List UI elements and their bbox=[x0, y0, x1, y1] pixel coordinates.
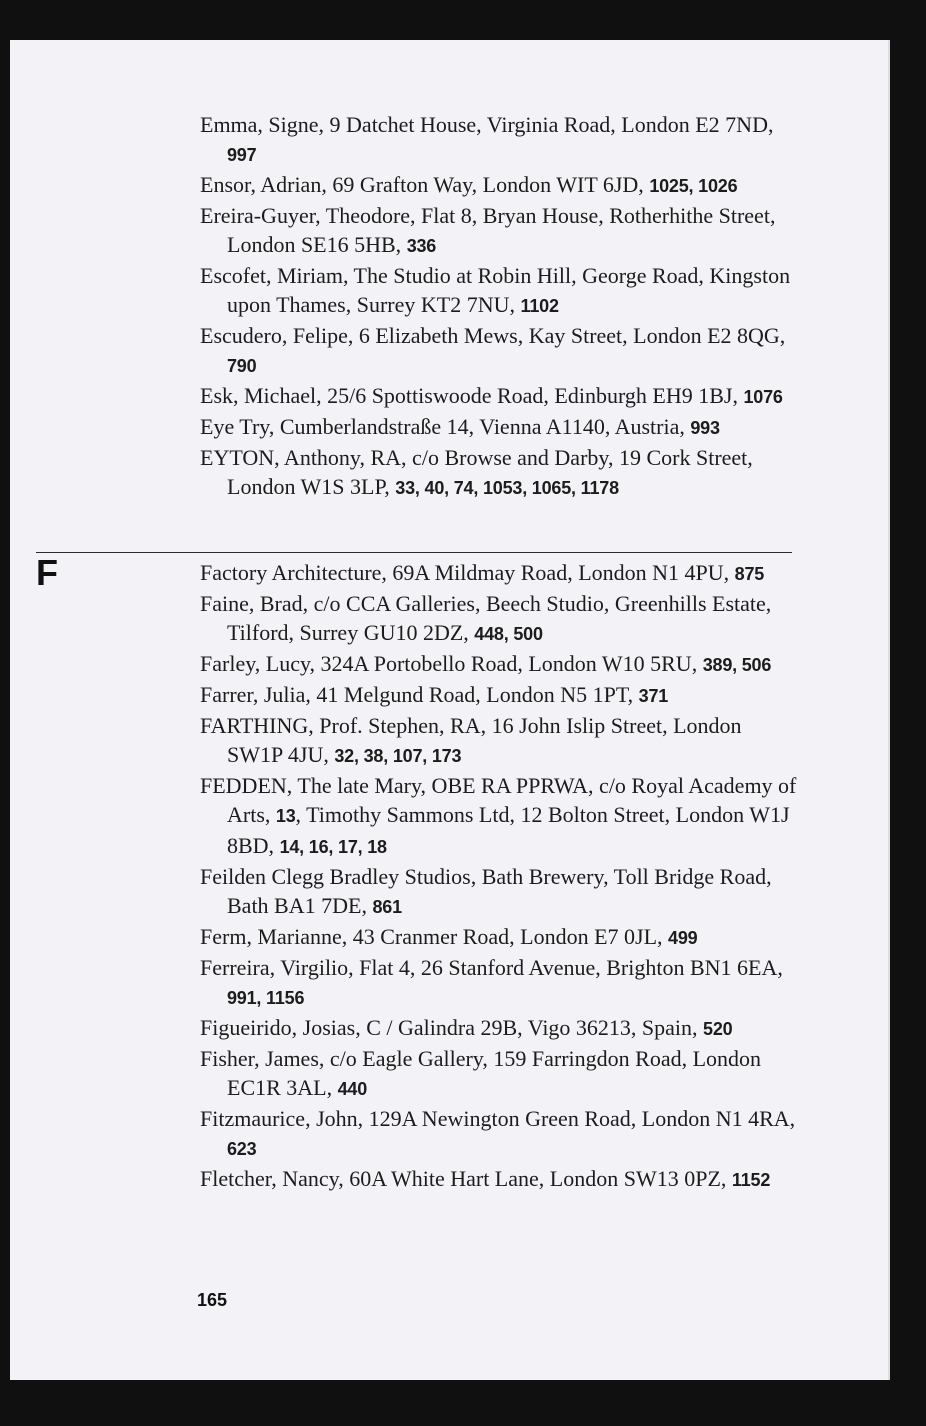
catalogue-refs: 371 bbox=[638, 686, 669, 706]
list-item: Fisher, James, c/o Eagle Gallery, 159 Farringdon Road, London EC1R 3AL, 440 bbox=[200, 1046, 762, 1100]
catalogue-refs: 1025, 1026 bbox=[649, 176, 738, 196]
catalogue-refs: 440 bbox=[337, 1079, 368, 1099]
list-item: FEDDEN, The late Mary, OBE RA PPRWA, c/o Royal Academy of Arts, 13, Timothy Sammons Ltd, 12 Bolton Street, London W1J 8BD, 14, 16, 17, 18 bbox=[200, 773, 797, 858]
list-item: Emma, Signe, 9 Datchet House, Virginia Road, London E2 7ND, 997 bbox=[200, 112, 774, 165]
list-item: Factory Architecture, 69A Mildmay Road, London N1 4PU, 875 bbox=[200, 560, 765, 585]
list-item: Escofet, Miriam, The Studio at Robin Hill, George Road, Kingston upon Thames, Surrey KT2 7NU, 1102 bbox=[200, 263, 791, 317]
list-item: Figueirido, Josias, C / Galindra 29B, Vigo 36213, Spain, 520 bbox=[200, 1015, 733, 1040]
catalogue-refs: 861 bbox=[372, 897, 402, 917]
entries-before-f bbox=[200, 110, 800, 503]
list-item: FARTHING, Prof. Stephen, RA, 16 John Islip Street, London SW1P 4JU, 32, 38, 107, 173 bbox=[200, 713, 742, 767]
catalogue-refs: 389, 506 bbox=[702, 655, 772, 675]
list-item: Escudero, Felipe, 6 Elizabeth Mews, Kay Street, London E2 8QG, 790 bbox=[200, 323, 786, 376]
list-item: Ferreira, Virgilio, Flat 4, 26 Stanford Avenue, Brighton BN1 6EA, 991, 1156 bbox=[200, 955, 783, 1008]
entries-f bbox=[200, 558, 800, 1195]
list-item: Farley, Lucy, 324A Portobello Road, London W10 5RU, 389, 506 bbox=[200, 651, 772, 676]
list-item: Ensor, Adrian, 69 Grafton Way, London WIT 6JD, 1025, 1026 bbox=[200, 172, 738, 197]
catalogue-refs: 33, 40, 74, 1053, 1065, 1178 bbox=[395, 478, 619, 498]
catalogue-refs: 499 bbox=[668, 928, 698, 948]
catalogue-refs: 997 bbox=[227, 145, 257, 165]
catalogue-refs: 1152 bbox=[731, 1170, 771, 1190]
catalogue-refs: 336 bbox=[406, 236, 437, 256]
catalogue-refs: 993 bbox=[690, 418, 720, 438]
catalogue-refs: 448, 500 bbox=[474, 624, 543, 644]
catalogue-refs: 32, 38, 107, 173 bbox=[334, 746, 462, 766]
list-item: EYTON, Anthony, RA, c/o Browse and Darby, 19 Cork Street, London W1S 3LP, 33, 40, 74, 1053, 1065, 1178 bbox=[200, 445, 753, 499]
list-item: Feilden Clegg Bradley Studios, Bath Brewery, Toll Bridge Road, Bath BA1 7DE, 861 bbox=[200, 864, 772, 918]
page-number: 165 bbox=[197, 1290, 228, 1310]
list-item: Esk, Michael, 25/6 Spottiswoode Road, Edinburgh EH9 1BJ, 1076 bbox=[200, 383, 783, 408]
catalogue-refs: 1076 bbox=[743, 387, 783, 407]
list-item: Ereira-Guyer, Theodore, Flat 8, Bryan House, Rotherhithe Street, London SE16 5HB, 336 bbox=[200, 203, 776, 257]
catalogue-refs: 991, 1156 bbox=[227, 988, 305, 1008]
list-item: Ferm, Marianne, 43 Cranmer Road, London E7 0JL, 499 bbox=[200, 924, 698, 949]
catalogue-refs: 1102 bbox=[520, 296, 559, 316]
catalogue-refs: 520 bbox=[703, 1019, 733, 1039]
list-item: Farrer, Julia, 41 Melgund Road, London N5 1PT, 371 bbox=[200, 682, 669, 707]
section-letter: F bbox=[36, 552, 58, 593]
catalogue-refs: 790 bbox=[227, 356, 257, 376]
catalogue-refs: 13 bbox=[275, 806, 296, 826]
list-item: Faine, Brad, c/o CCA Galleries, Beech Studio, Greenhills Estate, Tilford, Surrey GU10 2DZ, 448, 500 bbox=[200, 591, 772, 645]
catalogue-refs: 14, 16, 17, 18 bbox=[279, 837, 387, 857]
list-item: Fitzmaurice, John, 129A Newington Green Road, London N1 4RA, 623 bbox=[200, 1106, 796, 1159]
list-item: Fletcher, Nancy, 60A White Hart Lane, London SW13 0PZ, 1152 bbox=[200, 1166, 771, 1191]
list-item: Eye Try, Cumberlandstraße 14, Vienna A1140, Austria, 993 bbox=[200, 414, 720, 439]
directory-page bbox=[10, 40, 890, 1380]
catalogue-refs: 623 bbox=[227, 1139, 257, 1159]
section-divider bbox=[36, 552, 792, 553]
catalogue-refs: 875 bbox=[734, 564, 765, 584]
